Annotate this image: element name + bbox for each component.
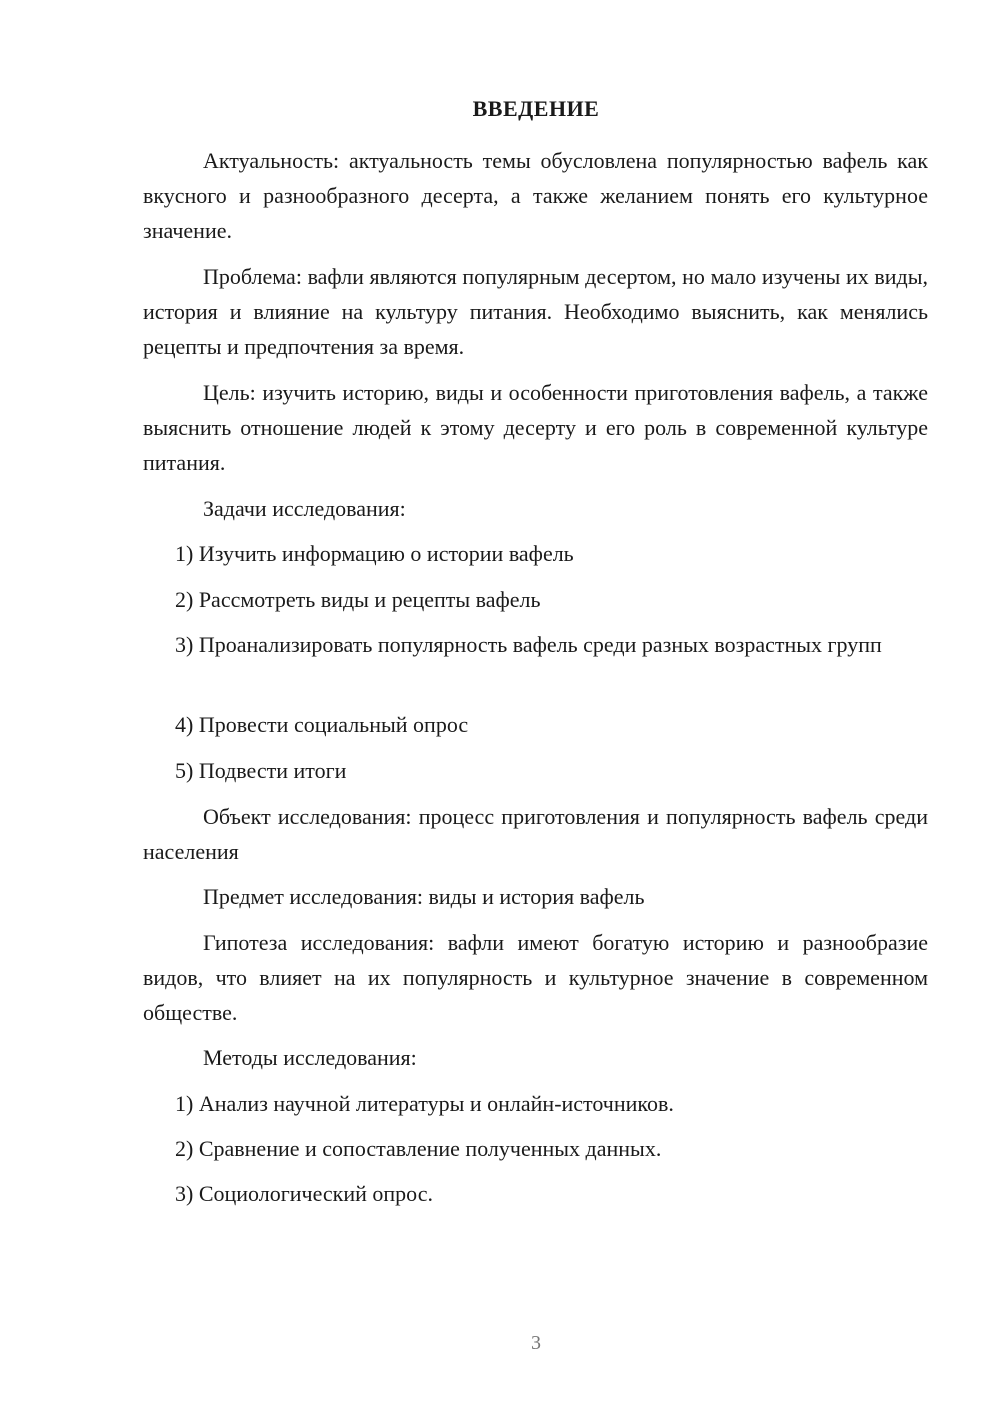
method-item: 2) Сравнение и сопоставление полученных данных. [175,1136,662,1161]
tasks-heading: Задачи исследования: [203,496,406,521]
task-item: 1) Изучить информацию о истории вафель [175,541,574,566]
object-paragraph: Объект исследования: процесс приготовления и популярность вафель среди населения [143,804,928,864]
task-item: 2) Рассмотреть виды и рецепты вафель [175,587,541,612]
problem-paragraph: Проблема: вафли являются популярным десертом, но мало изучены их виды, история и влияние на культуру питания. Необходимо выяснить, как менялись рецепты и предпочтения за время. [143,264,928,359]
task-item: 3) Проанализировать популярность вафель среди разных возрастных групп [175,632,882,657]
goal-paragraph: Цель: изучить историю, виды и особенности приготовления вафель, а также выяснить отношение людей к этому десерту и его роль в современной культуре питания. [143,380,928,475]
task-item: 4) Провести социальный опрос [175,712,469,737]
hypothesis-paragraph: Гипотеза исследования: вафли имеют богатую историю и разнообразие видов, что влияет на их популярность и культурное значение в современном обществе. [143,930,928,1025]
relevance-paragraph: Актуальность: актуальность темы обусловлена популярностью вафель как вкусного и разнообразного десерта, а также желанием понять его культурное значение. [143,148,928,243]
method-item: 3) Социологический опрос. [175,1181,433,1206]
methods-heading: Методы исследования: [203,1045,417,1070]
section-title: ВВЕДЕНИЕ [472,96,600,121]
task-item: 5) Подвести итоги [175,758,347,783]
page-number: 3 [531,1332,541,1354]
method-item: 1) Анализ научной литературы и онлайн-источников. [175,1091,674,1116]
subject-paragraph: Предмет исследования: виды и история вафель [203,884,645,909]
